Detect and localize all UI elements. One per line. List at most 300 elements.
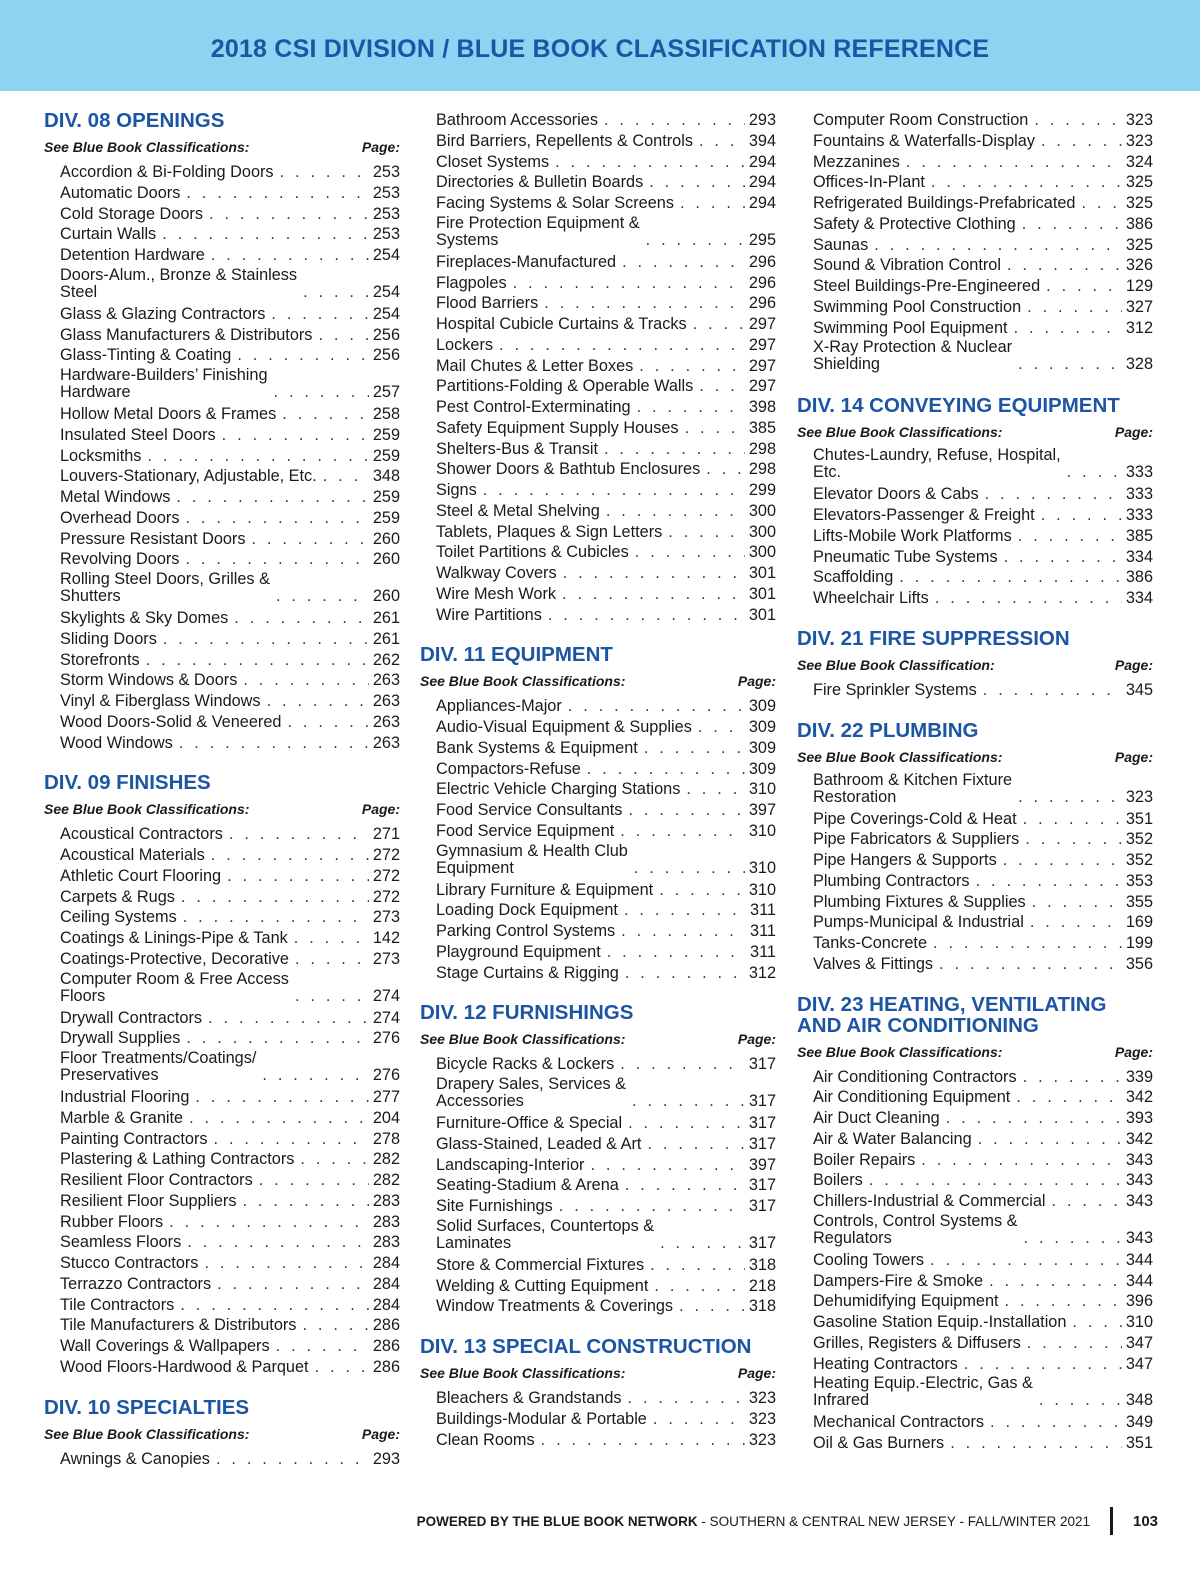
dot-leader [698, 717, 745, 738]
dot-leader [242, 1191, 368, 1212]
classification-list [797, 447, 1153, 609]
dot-leader [628, 1388, 745, 1409]
dot-leader [921, 1150, 1122, 1171]
page-number-ref: 256 [372, 346, 400, 365]
page-number-ref: 311 [750, 942, 776, 961]
classification-name: Overhead Doors [60, 508, 180, 527]
page-number-ref: 311 [750, 901, 776, 920]
classification-entry [60, 971, 400, 1005]
classification-name: Wire Partitions [436, 605, 542, 624]
classification-subheader [44, 1426, 400, 1443]
dot-leader [276, 1336, 369, 1357]
classification-list [420, 1388, 776, 1450]
subheader-label: See Blue Book Classifications: [44, 801, 250, 818]
page-column-label: Page: [1114, 656, 1153, 673]
classification-name: Industrial Flooring [60, 1088, 190, 1106]
classification-name: Wood Windows [60, 733, 173, 752]
classification-name: Glass-Stained, Leaded & Art [436, 1134, 642, 1153]
dot-leader [237, 345, 369, 366]
classification-entry [60, 466, 400, 487]
classification-name: Flood Barriers [436, 294, 539, 313]
classification-name: Tile Manufacturers & Distributors [60, 1316, 297, 1335]
classification-name: Plastering & Lathing Contractors [60, 1150, 295, 1169]
classification-entry [60, 608, 400, 629]
classification-name: Hollow Metal Doors & Frames [60, 405, 277, 423]
page-number-ref: 333 [1125, 485, 1153, 504]
dot-leader [252, 529, 369, 550]
dot-leader [649, 172, 745, 193]
page-number-ref: 297 [748, 356, 776, 375]
page-number-ref: 351 [1125, 809, 1153, 828]
classification-entry [813, 772, 1153, 806]
classification-entry [60, 866, 400, 887]
classification-entry [813, 588, 1153, 609]
classification-name: Food Service Equipment [436, 821, 615, 840]
classification-name: Rolling Steel Doors, Grilles & Shutters [60, 570, 270, 605]
classification-entry [436, 293, 776, 314]
classification-name: Boiler Repairs [813, 1150, 916, 1169]
classification-entry [436, 605, 776, 626]
classification-entry [813, 447, 1153, 481]
dot-leader [621, 921, 746, 942]
page-number-ref: 343 [1125, 1150, 1153, 1169]
classification-entry [813, 1433, 1153, 1454]
classification-entry [813, 505, 1153, 526]
page-number-ref: 263 [372, 671, 400, 690]
dot-leader [179, 733, 369, 754]
dot-leader [1018, 356, 1122, 373]
dot-leader [990, 1412, 1122, 1433]
page-number-ref: 296 [748, 252, 776, 271]
page-column-label: Page: [737, 673, 776, 690]
dot-leader [276, 588, 369, 605]
page-number-ref: 353 [1125, 871, 1153, 890]
dot-leader [644, 738, 745, 759]
classification-entry [60, 824, 400, 845]
classification-entry [813, 1150, 1153, 1171]
classification-name: Wheelchair Lifts [813, 589, 929, 607]
classification-name: Controls, Control Systems & Regulators [813, 1211, 1018, 1247]
page-number-ref: 310 [748, 780, 776, 799]
classification-entry [60, 304, 400, 325]
classification-entry [436, 900, 776, 921]
dot-leader [1046, 276, 1122, 297]
classification-entry [60, 928, 400, 949]
classification-name: Buildings-Modular & Portable [436, 1409, 647, 1428]
classification-name: Coatings-Protective, Decorative [60, 949, 289, 968]
dot-leader [685, 418, 745, 439]
page-number-ref: 258 [372, 405, 400, 423]
classification-name: Acoustical Contractors [60, 825, 223, 844]
page-number-ref: 309 [748, 759, 776, 778]
dot-leader [1027, 1333, 1122, 1354]
page-number-ref: 347 [1125, 1354, 1153, 1373]
classification-name: Air & Water Balancing [813, 1129, 972, 1148]
page-number-ref: 253 [372, 225, 400, 244]
classification-name: Landscaping-Interior [436, 1155, 585, 1174]
classification-name: Safety & Protective Clothing [813, 214, 1016, 233]
classification-entry [813, 110, 1153, 131]
classification-entry [436, 1296, 776, 1317]
classification-name: Bathroom & Kitchen Fixture Restoration [813, 770, 1013, 806]
page-number-ref: 339 [1125, 1067, 1153, 1086]
column-1 [44, 110, 400, 1469]
column-2 [420, 110, 776, 1450]
classification-entry [436, 963, 776, 984]
classification-entry [813, 933, 1153, 954]
dot-leader [259, 1170, 369, 1191]
classification-entry [436, 172, 776, 193]
dot-leader [147, 446, 368, 467]
dot-leader [217, 1274, 369, 1295]
classification-entry [436, 542, 776, 563]
classification-entry [436, 397, 776, 418]
classification-subheader [420, 1365, 776, 1382]
page-number-ref: 256 [372, 325, 400, 344]
classification-name: Metal Windows [60, 488, 171, 506]
page-number-ref: 318 [748, 1255, 776, 1274]
classification-entry [813, 172, 1153, 193]
page-number-ref: 276 [372, 1029, 400, 1048]
page-number-ref: 286 [372, 1357, 400, 1376]
dot-leader [214, 1129, 369, 1150]
classification-entry [436, 1430, 776, 1451]
dot-leader [187, 1232, 369, 1253]
page-number-ref: 260 [372, 587, 400, 605]
classification-list [797, 110, 1153, 373]
dot-leader [1072, 1312, 1121, 1333]
page-number-ref: 282 [372, 1171, 400, 1189]
classification-section [44, 1397, 400, 1470]
page-number-ref: 254 [372, 304, 400, 323]
page-number-ref: 394 [748, 131, 776, 150]
page-number-ref: 298 [748, 439, 776, 458]
classification-name: Bird Barriers, Repellents & Controls [436, 131, 693, 150]
classification-name: Appliances-Major [436, 697, 562, 716]
classification-entry [60, 629, 400, 650]
classification-entry [436, 376, 776, 397]
classification-entry [436, 110, 776, 131]
classification-name: Drywall Contractors [60, 1008, 203, 1027]
page-number-ref: 300 [748, 543, 776, 562]
classification-entry [436, 779, 776, 800]
classification-entry [60, 907, 400, 928]
page-number-ref: 293 [372, 1449, 400, 1468]
classification-entry [60, 1336, 400, 1357]
classification-name: Welding & Cutting Equipment [436, 1276, 649, 1295]
classification-name: Parking Control Systems [436, 922, 616, 940]
classification-name: Revolving Doors [60, 550, 180, 569]
classification-entry [436, 759, 776, 780]
classification-entry [436, 1409, 776, 1430]
classification-name: Swimming Pool Equipment [813, 318, 1008, 337]
page-number-ref: 385 [1125, 526, 1153, 545]
classification-entry [436, 252, 776, 273]
dot-leader [189, 1108, 369, 1129]
page-number-ref: 317 [748, 1233, 776, 1252]
classification-entry [60, 691, 400, 712]
page-number-ref: 397 [748, 1155, 776, 1174]
classification-entry [436, 1196, 776, 1217]
page-number-ref: 343 [1125, 1192, 1153, 1210]
classification-name: Pumps-Municipal & Industrial [813, 913, 1024, 932]
classification-entry [60, 1008, 400, 1029]
classification-entry [813, 1312, 1153, 1333]
classification-entry [60, 949, 400, 970]
column-3 [797, 110, 1153, 1454]
dot-leader [1023, 1067, 1122, 1088]
page-number-ref: 301 [748, 605, 776, 624]
classification-name: Shelters-Bus & Transit [436, 439, 598, 458]
page-number-ref: 283 [372, 1191, 400, 1210]
page-number-ref: 218 [748, 1276, 776, 1295]
classification-name: Library Furniture & Equipment [436, 880, 654, 899]
classification-entry [436, 1113, 776, 1134]
page-number-ref: 199 [1125, 934, 1153, 952]
classification-entry [436, 843, 776, 877]
page-number-ref: 286 [372, 1316, 400, 1335]
classification-name: Facing Systems & Solar Screens [436, 194, 674, 212]
classification-entry [813, 892, 1153, 913]
classification-name: Compactors-Refuse [436, 759, 581, 778]
dot-leader [222, 425, 369, 446]
classification-entry [813, 1191, 1153, 1212]
division-heading: DIV. 14 CONVEYING EQUIPMENT [797, 394, 1120, 418]
dot-leader [985, 484, 1122, 505]
dot-leader [280, 162, 369, 183]
classification-name: Tile Contractors [60, 1295, 175, 1314]
dot-leader [1039, 1392, 1122, 1409]
classification-entry [436, 584, 776, 605]
page-number-ref: 334 [1125, 589, 1153, 607]
subheader-label: See Blue Book Classifications: [420, 1365, 626, 1381]
classification-name: Refrigerated Buildings-Prefabricated [813, 194, 1076, 212]
classification-name: Wood Doors-Solid & Veneered [60, 712, 282, 731]
classification-name: Resilient Floor Suppliers [60, 1191, 237, 1210]
page-number-ref: 317 [748, 1114, 776, 1132]
classification-name: Directories & Bulletin Boards [436, 173, 644, 192]
classification-entry [60, 1170, 400, 1191]
division-heading: DIV. 10 SPECIALTIES [44, 1395, 250, 1419]
dot-leader [625, 963, 745, 984]
page-number-ref: 348 [1125, 1391, 1153, 1410]
footer-edition: - SOUTHERN & CENTRAL NEW JERSEY - FALL/WINTER 2021 [697, 1514, 1090, 1529]
page-number-ref: 347 [1125, 1333, 1153, 1352]
page-number-ref: 263 [372, 692, 400, 710]
dot-leader [274, 384, 369, 401]
classification-entry [60, 733, 400, 754]
subheader-label: See Blue Book Classifications: [44, 1425, 250, 1442]
classification-entry [436, 1134, 776, 1155]
classification-entry [436, 193, 776, 214]
classification-section [797, 720, 1153, 975]
page-number-ref: 142 [372, 929, 400, 947]
division-heading: DIV. 12 FURNISHINGS [420, 1001, 634, 1025]
page-number-ref: 204 [372, 1108, 400, 1127]
classification-entry [436, 273, 776, 294]
classification-subheader [420, 1031, 776, 1048]
classification-subheader [797, 1044, 1153, 1061]
page-number-ref: 342 [1125, 1129, 1153, 1148]
dot-leader [653, 1409, 745, 1430]
classification-list [44, 162, 400, 753]
classification-entry [813, 214, 1153, 235]
dot-leader [211, 245, 369, 266]
classification-entry [813, 1087, 1153, 1108]
page-number-ref: 282 [372, 1150, 400, 1169]
page-number-ref: 169 [1125, 913, 1153, 932]
dot-leader [1034, 110, 1121, 131]
classification-name: Vinyl & Fiberglass Windows [60, 692, 261, 710]
classification-section [420, 110, 776, 625]
classification-section [797, 994, 1153, 1454]
dot-leader [906, 152, 1122, 173]
classification-entry [60, 1028, 400, 1049]
dot-leader [163, 629, 369, 650]
classification-entry [813, 1354, 1153, 1375]
dot-leader [983, 680, 1122, 701]
classification-entry [813, 829, 1153, 850]
classification-subheader [797, 749, 1153, 766]
classification-name: Saunas [813, 235, 869, 254]
page-number-ref: 317 [748, 1197, 776, 1215]
dot-leader [186, 1028, 368, 1049]
dot-leader [1018, 789, 1122, 806]
classification-entry [813, 680, 1153, 701]
classification-name: Chutes-Laundry, Refuse, Hospital, Etc. [813, 446, 1061, 482]
classification-entry [436, 1054, 776, 1075]
classification-entry [813, 954, 1153, 975]
classification-name: X-Ray Protection & Nuclear Shielding [813, 338, 1013, 374]
dot-leader [513, 273, 745, 294]
page-number-ref: 254 [372, 246, 400, 264]
page-number-ref: 310 [748, 821, 776, 840]
subheader-label: See Blue Book Classifications: [44, 139, 250, 155]
classification-entry [813, 318, 1153, 339]
classification-name: Plumbing Contractors [813, 871, 970, 890]
dot-leader [1025, 829, 1122, 850]
classification-list [44, 1449, 400, 1470]
classification-name: Ceiling Systems [60, 908, 177, 927]
classification-name: Wood Floors-Hardwood & Parquet [60, 1357, 309, 1376]
classification-entry [60, 204, 400, 225]
page-number-ref: 299 [748, 481, 776, 499]
classification-entry [436, 880, 776, 901]
classification-section [420, 1002, 776, 1317]
classification-entry [813, 276, 1153, 297]
classification-entry [813, 131, 1153, 152]
classification-entry [436, 821, 776, 842]
page-number-ref: 283 [372, 1233, 400, 1252]
classification-entry [813, 912, 1153, 933]
page-number-ref: 323 [1125, 131, 1153, 150]
classification-entry [813, 1129, 1153, 1150]
page-number-ref: 259 [372, 425, 400, 444]
dot-leader [1030, 912, 1122, 933]
classification-entry [60, 1357, 400, 1378]
dot-leader [146, 650, 369, 671]
page-number-ref: 323 [748, 1409, 776, 1428]
dot-leader [562, 584, 745, 605]
page-number-ref: 259 [372, 488, 400, 506]
dot-leader [271, 304, 368, 325]
page-number-ref: 294 [748, 173, 776, 192]
page-number-ref: 297 [748, 377, 776, 396]
classification-name: Louvers-Stationary, Adjustable, Etc. [60, 467, 317, 486]
page-number-ref: 386 [1125, 568, 1153, 587]
classification-list [420, 110, 776, 625]
page-number-ref: 259 [372, 508, 400, 527]
classification-name: Computer Room & Free Access Floors [60, 969, 289, 1005]
classification-name: Lifts-Mobile Work Platforms [813, 526, 1012, 545]
dot-leader [604, 439, 745, 460]
classification-entry [813, 1108, 1153, 1129]
classification-entry [60, 1232, 400, 1253]
classification-name: Skylights & Sky Domes [60, 609, 229, 627]
subheader-label: See Blue Book Classifications: [797, 424, 1003, 441]
page-number-ref: 317 [748, 1092, 776, 1110]
classification-entry [60, 549, 400, 570]
classification-entry [436, 921, 776, 942]
classification-name: Fire Sprinkler Systems [813, 680, 977, 699]
page-number-ref: 298 [748, 460, 776, 479]
classification-name: Floor Treatments/Coatings/ Preservatives [60, 1049, 257, 1084]
dot-leader [950, 1433, 1122, 1454]
classification-name: Cold Storage Doors [60, 204, 203, 223]
classification-name: Seating-Stadium & Arena [436, 1176, 619, 1195]
page-number-ref: 257 [372, 383, 400, 401]
dot-leader [183, 907, 369, 928]
page-number-ref: 323 [748, 1389, 776, 1407]
classification-entry [436, 522, 776, 543]
classification-name: Mechanical Contractors [813, 1413, 985, 1432]
page-number-ref: 274 [372, 1008, 400, 1027]
page-number-ref: 327 [1125, 297, 1153, 316]
page-column-label: Page: [1114, 424, 1153, 441]
dot-leader [679, 1296, 745, 1317]
classification-list [797, 680, 1153, 701]
dot-leader [303, 284, 369, 301]
page-number-ref: 283 [372, 1212, 400, 1231]
classification-name: Dampers-Fire & Smoke [813, 1271, 984, 1290]
classification-entry [60, 571, 400, 605]
page-number-ref: 272 [372, 887, 400, 906]
classification-name: Furniture-Office & Special [436, 1114, 623, 1132]
dot-leader [635, 542, 745, 563]
dot-leader [1041, 505, 1122, 526]
page-number-ref: 342 [1125, 1088, 1153, 1107]
division-heading: DIV. 21 FIRE SUPPRESSION [797, 626, 1070, 650]
page-column-label: Page: [737, 1365, 776, 1381]
classification-name: Pipe Fabricators & Suppliers [813, 830, 1020, 849]
dot-leader [668, 522, 745, 543]
dot-leader [620, 1054, 745, 1075]
classification-entry [60, 1212, 400, 1233]
classification-entry [60, 529, 400, 550]
page-number-ref: 260 [372, 550, 400, 569]
classification-entry [60, 404, 400, 425]
page-number-ref: 310 [1125, 1313, 1153, 1331]
classification-entry [60, 1315, 400, 1336]
classification-name: Gymnasium & Health Club Equipment [436, 841, 628, 877]
classification-entry [60, 224, 400, 245]
dot-leader [686, 779, 744, 800]
page-column-label: Page: [361, 801, 400, 818]
page-number-ref: 323 [748, 1430, 776, 1449]
classification-subheader [44, 139, 400, 156]
page-number-ref: 272 [372, 866, 400, 885]
dot-leader [622, 252, 745, 273]
